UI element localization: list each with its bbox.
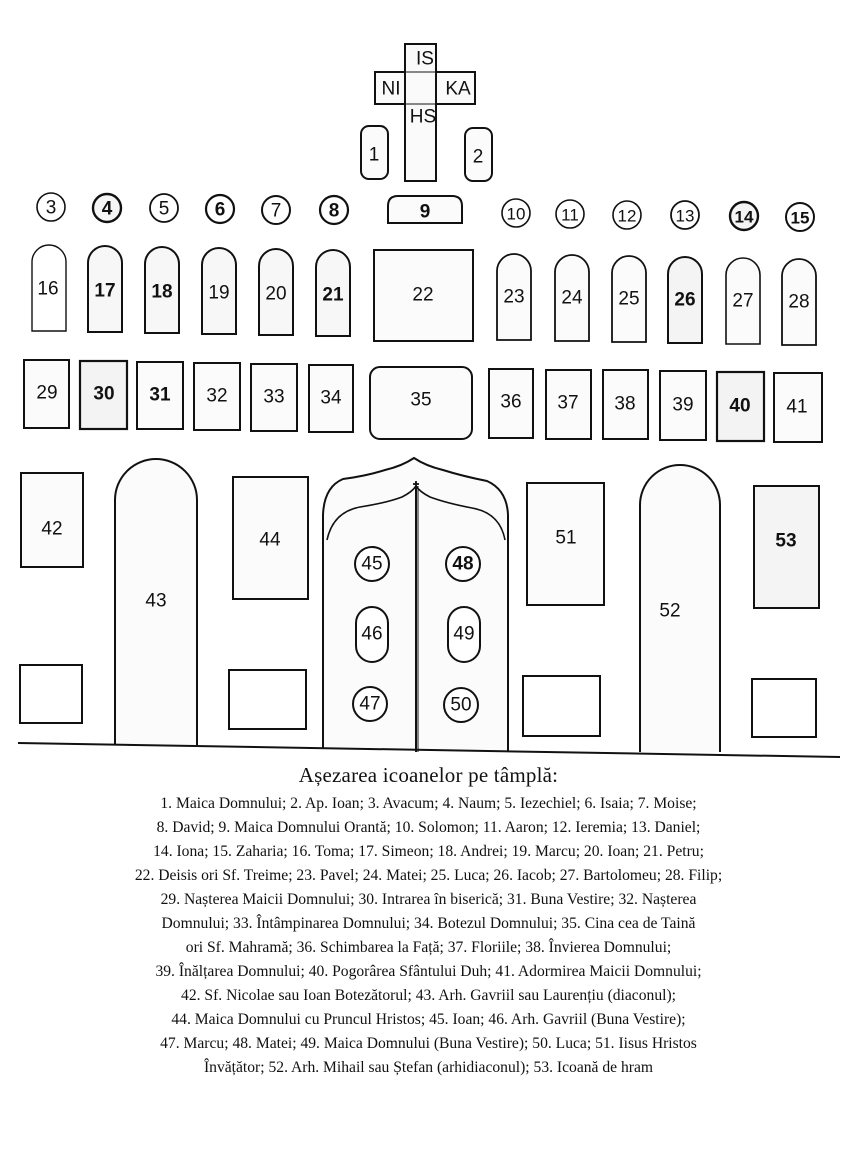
icon-29-label: 29 <box>36 382 58 404</box>
icon-5-label: 5 <box>158 198 170 220</box>
legend-line: ori Sf. Mahramă; 36. Schimbarea la Față; 37. Floriile; 38. Învierea Domnului; <box>185 939 672 956</box>
icon-34-label: 34 <box>320 387 342 409</box>
legend-line: 8. David; 9. Maica Domnului Orantă; 10. Solomon; 11. Aaron; 12. Ieremia; 13. Daniel; <box>156 819 701 836</box>
legend-line: 22. Deisis ori Sf. Treime; 23. Pavel; 24. Matei; 25. Luca; 26. Iacob; 27. Bartolomeu; 28. Filip; <box>134 867 723 884</box>
legend-line: Domnului; 33. Întâmpinarea Domnului; 34. Botezul Domnului; 35. Cina cea de Taină <box>161 915 696 932</box>
icon-41-label: 41 <box>786 396 808 418</box>
icon-14-label: 14 <box>734 207 754 227</box>
icon-10-label: 10 <box>506 204 526 224</box>
icon-51-label: 51 <box>555 527 577 549</box>
cross-label-bottom: HS <box>409 106 437 128</box>
legend-line: 42. Sf. Nicolae sau Ioan Botezătorul; 43. Arh. Gavriil sau Laurențiu (diaconul); <box>181 987 676 1004</box>
icon-45-label: 45 <box>361 553 383 575</box>
icon-13-label: 13 <box>675 206 695 226</box>
icon-53-label: 53 <box>775 530 797 552</box>
icon-46-label: 46 <box>361 623 383 645</box>
icon-21-label: 21 <box>322 284 344 306</box>
icon-25-label: 25 <box>618 288 640 310</box>
icon-24-label: 24 <box>561 287 583 309</box>
icon-3-label: 3 <box>45 197 57 219</box>
icon-15-label: 15 <box>790 208 810 228</box>
icon-52-label: 52 <box>659 600 681 622</box>
legend-line: Învățător; 52. Arh. Mihail sau Ștefan (arhidiaconul); 53. Icoană de hram <box>203 1059 654 1076</box>
cross-label-right: KA <box>445 78 471 100</box>
icon-32-label: 32 <box>206 385 228 407</box>
icon-11-label: 11 <box>561 205 579 225</box>
icon-28-label: 28 <box>788 291 810 313</box>
icon-36-label: 36 <box>500 391 522 413</box>
icon-37-label: 37 <box>557 392 579 414</box>
caption-legend <box>0 792 857 1080</box>
icon-50-label: 50 <box>450 694 472 716</box>
icon-23-label: 23 <box>503 286 525 308</box>
icon-1-label: 1 <box>368 144 380 166</box>
icon-16-label: 16 <box>37 278 59 300</box>
icon-4-label: 4 <box>101 198 113 220</box>
icon-6-label: 6 <box>214 199 226 221</box>
icon-39-label: 39 <box>672 394 694 416</box>
icon-48-label: 48 <box>452 553 474 575</box>
legend-line: 39. Înălțarea Domnului; 40. Pogorârea Sfântului Duh; 41. Adormirea Maicii Domnului; <box>155 963 702 980</box>
cross-label-top: IS <box>416 48 434 70</box>
icon-43-label: 43 <box>145 590 167 612</box>
icon-47-label: 47 <box>359 693 381 715</box>
icon-22-label: 22 <box>412 284 434 306</box>
icon-44-label: 44 <box>259 529 281 551</box>
icon-17-label: 17 <box>94 280 116 302</box>
icon-49-label: 49 <box>453 623 475 645</box>
legend-line: 1. Maica Domnului; 2. Ap. Ioan; 3. Avacum; 4. Naum; 5. Iezechiel; 6. Isaia; 7. Moise; <box>160 795 697 812</box>
royal-doors <box>323 458 508 752</box>
icon-19-label: 19 <box>208 282 230 304</box>
cross-label-left: NI <box>381 78 401 100</box>
icon-12-label: 12 <box>617 206 637 226</box>
icon-2-label: 2 <box>472 146 484 168</box>
icon-18-label: 18 <box>151 281 173 303</box>
icon-33-label: 33 <box>263 386 285 408</box>
legend-line: 14. Iona; 15. Zaharia; 16. Toma; 17. Simeon; 18. Andrei; 19. Marcu; 20. Ioan; 21. Petru; <box>153 843 704 860</box>
icon-27-label: 27 <box>732 290 754 312</box>
legend-line: 29. Nașterea Maicii Domnului; 30. Intrarea în biserică; 31. Buna Vestire; 32. Nașterea <box>160 891 697 908</box>
caption-title: Așezarea icoanelor pe tâmplă: <box>298 763 559 787</box>
icon-38-label: 38 <box>614 393 636 415</box>
icon-30-label: 30 <box>93 383 115 405</box>
icon-9-label: 9 <box>419 201 431 223</box>
icon-20-label: 20 <box>265 283 287 305</box>
icon-26-label: 26 <box>674 289 696 311</box>
icon-40-label: 40 <box>729 395 751 417</box>
legend-line: 44. Maica Domnului cu Pruncul Hristos; 45. Ioan; 46. Arh. Gavriil (Buna Vestire); <box>171 1011 686 1028</box>
icon-35-label: 35 <box>410 389 432 411</box>
icon-8-label: 8 <box>328 200 340 222</box>
icon-42-label: 42 <box>41 518 63 540</box>
icon-31-label: 31 <box>149 384 171 406</box>
icon-7-label: 7 <box>270 200 282 222</box>
legend-line: 47. Marcu; 48. Matei; 49. Maica Domnului (Buna Vestire); 50. Luca; 51. Iisus Hristos <box>160 1035 697 1052</box>
